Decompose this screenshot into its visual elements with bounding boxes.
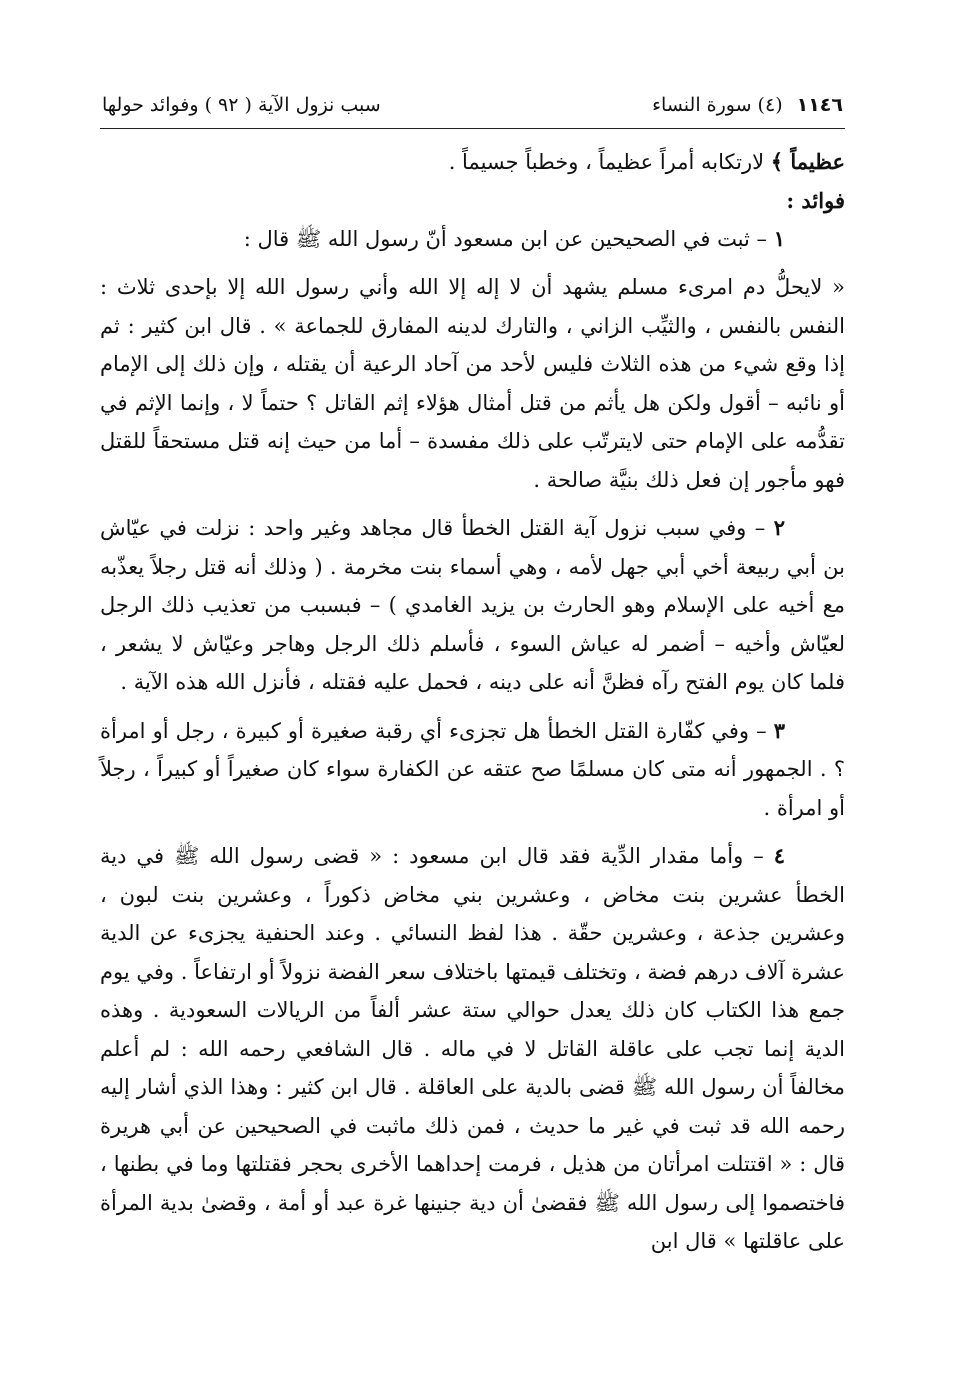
fawaid-heading: فوائد : [786,187,845,213]
intro-rest: لارتكابه أمراً عظيماً ، وخطباً جسيماً . [448,150,771,174]
intro-line [100,143,845,182]
header-right [652,88,843,122]
item-number: ٣ [773,717,785,743]
item-text: – وفي سبب نزول آية القتل الخطأ قال مجاهد وغير واحد : نزلت في عيّاش بن أبي ربيعة أخي أبي جهل لأمه ، وهي أسماء بنت مخرمة . ( وذلك أنه قتل رجلاً يعذّبه مع أخيه على الإسلام وهو الحارث بن يزيد الغامدي ) – فبسبب من تعذيب ذلك الرجل لعيّاش وأخيه – أضمر له عياش السوء ، فأسلم ذلك الرجل وهاجر وعيّاش لا يشعر ، فلما كان يوم الفتح رآه فظنَّ أنه على دينه ، فحمل عليه فقتله ، فأنزل الله هذه الآية . [100,516,845,694]
intro-lead: عظيماً ﴾ [770,149,845,174]
item-4 [100,837,845,1261]
surah-title: (٤) سورة النساء [652,94,783,116]
item-1-intro [100,220,845,259]
item-1-body: « لايحلُّ دم امرىء مسلم يشهد أن لا إله إلا الله وأني رسول الله إلا بإحدى ثلاث : النفس بالنفس ، والثيِّب الزاني ، والتارك لدينه المفارق للجماعة » . قال ابن كثير : ثم إذا وقع شيء من هذه الثلاث فليس لأحد من آحاد الرعية أن يقتله ، وإن ذلك إلى الإمام أو نائبه – أقول ولكن هل يأثم من قتل أمثال هؤلاء إثم القاتل ؟ حتماً لا ، وإنما الإثم في تقدُّمه على الإمام حتى لايترتّب على ذلك مفسدة – أما من حيث إنه قتل مستحقاً للقتل فهو مأجور إن فعل ذلك بنيَّة صالحة . [100,275,845,492]
item-text: – ثبت في الصحيحين عن ابن مسعود أنّ رسول الله ﷺ قال : [243,226,774,251]
item-3 [100,712,845,828]
item-number: ١ [773,225,785,251]
document-page [100,88,845,1261]
item-2 [100,509,845,702]
page-number: ١١٤٦ [796,94,843,116]
running-header [100,88,845,122]
item-number: ٤ [773,843,785,868]
item-number: ٢ [773,515,785,540]
item-text: – وفي كفّارة القتل الخطأ هل تجزىء أي رقبة صغيرة أو كبيرة ، رجل أو امرأة ؟ . الجمهور أنه متى كان مسلمًا صح عتقه عن الكفارة سواء كان صغيراً أو كبيراً ، رجلاً أو امرأة . [100,718,845,820]
header-divider [100,128,845,129]
item-text: – وأما مقدار الدِّية فقد قال ابن مسعود : « قضى رسول الله ﷺ في دية الخطأ عشرين بنت مخاض ، وعشرين بني مخاض ذكوراً ، وعشرين بنت لبون ، وعشرين جذعة ، وعشرين حقّة . هذا لفظ النسائي . وعند الحنفية يجزىء عن الدية عشرة آلاف درهم فضة ، وتختلف قيمتها باختلاف سعر الفضة نزولاً أو ارتفاعاً . وفي يوم جمع هذا الكتاب كان ذلك يعدل حوالي ستة عشر ألفاً من الريالات السعودية . وهذه الدية إنما تجب على عاقلة القاتل لا في ماله . قال الشافعي رحمه الله : لم أعلم مخالفاً أن رسول الله ﷺ قضى بالدية على العاقلة . قال ابن كثير : وهذا الذي أشار إليه رحمه الله قد ثبت في غير ما حديث ، فمن ذلك ماثبت في الصحيحين عن أبي هريرة قال : « اقتتلت امرأتان من هذيل ، فرمت إحداهما الأخرى بحجر فقتلتها وما في بطنها ، فاختصموا إلى رسول الله ﷺ فقضىٰ أن دية جنينها غرة عبد أو أمة ، وقضىٰ بدية المرأة على عاقلتها » قال ابن [100,844,845,1253]
section-topic: سبب نزول الآية ( ٩٢ ) وفوائد حولها [102,94,381,116]
